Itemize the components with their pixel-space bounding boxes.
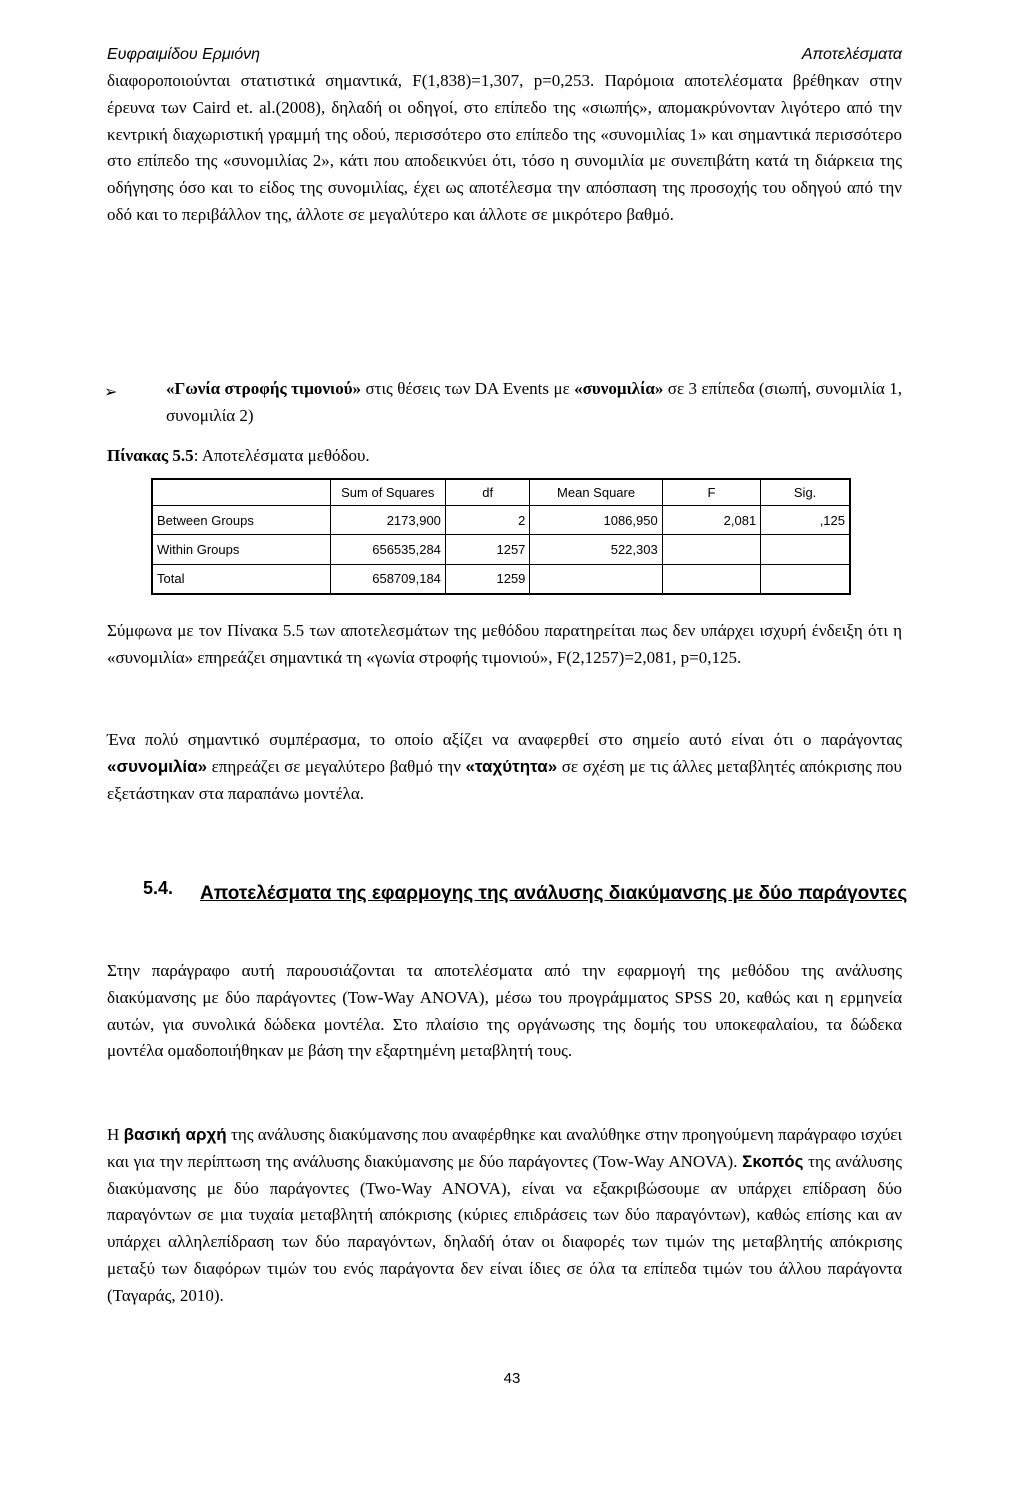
- paragraph-5-bold: βασική αρχή: [123, 1125, 227, 1144]
- anova-table: [151, 478, 851, 595]
- section-number: 5.4.: [143, 878, 174, 898]
- table-header-row: [152, 479, 850, 506]
- table-row: [152, 564, 850, 594]
- paragraph-3-text: επηρεάζει σε μεγαλύτερο βαθμό την: [207, 756, 466, 776]
- table-cell: 1259: [445, 564, 529, 594]
- table-cell: 1086,950: [530, 506, 662, 535]
- table-cell: 522,303: [530, 535, 662, 564]
- running-header-author: Ευφραιμίδου Ερμιόνη: [107, 46, 261, 63]
- table-cell: Total: [152, 564, 330, 594]
- table-cell: 2: [445, 506, 529, 535]
- table-cell: ,125: [761, 506, 850, 535]
- paragraph-5-text: της ανάλυσης διακύμανσης που αναφέρθηκε και αναλύθηκε στην προηγούμενη παράγραφο ισχύει και για την περίπτωση της ανάλυσης διακύμανσης με δύο παράγοντες (Tow-Way ANOVA).: [107, 1125, 903, 1171]
- table-caption: [107, 443, 370, 469]
- table-caption-text: : Αποτελέσματα μεθόδου.: [193, 446, 370, 465]
- paragraph-2: Σύμφωνα με τον Πίνακα 5.5 των αποτελεσμάτων της μεθόδου παρατηρείται πως δεν υπάρχει ισχυρή ένδειξη ότι η «συνομιλία» επηρεάζει σημαντικά τη «γωνία στροφής τιμονιού», F(2,1257)=2,081, p=0,125.: [107, 621, 902, 667]
- paragraph-5-text: της ανάλυσης διακύμανσης με δύο παράγοντες (Two-Way ANOVA), είναι να εξακριβώσουμε αν υπάρχει επίδραση δύο παραγόντων σε μια τυχαία μεταβλητή απόκρισης (κύριες επιδράσεις των δύο παραγόντων), καθώς επίσης και αν υπάρχει αλληλεπίδραση των δύο παραγόντων, δηλαδή όταν οι διαφορές των τιμών της μεταβλητής απόκρισης μεταξύ των διαφόρων τιμών του ενός παράγοντα δεν είναι ίδιες σε όλα τα επίπεδα τιμών του άλλου παράγοντα (Ταγαράς, 2010).: [107, 1151, 902, 1305]
- table-cell: [761, 535, 850, 564]
- bullet-bold-factor: «συνομιλία»: [574, 379, 664, 398]
- table-header-cell: [152, 479, 330, 506]
- paragraph-5: [107, 1122, 902, 1310]
- table-header-cell: Sig.: [761, 479, 850, 506]
- table-caption-label: Πίνακας 5.5: [107, 446, 194, 465]
- table-header-cell: Sum of Squares: [330, 479, 445, 506]
- table-cell: Between Groups: [152, 506, 330, 535]
- table-header-cell: df: [445, 479, 529, 506]
- bullet-arrow-icon: ➢: [104, 382, 118, 401]
- table-cell: [662, 535, 760, 564]
- paragraph-3-bold: «συνομιλία»: [107, 756, 208, 776]
- paragraph-3-text: Ένα πολύ σημαντικό συμπέρασμα, το οποίο αξίζει να αναφερθεί στο σημείο αυτό είναι ότι ο παράγοντας: [107, 730, 902, 749]
- table-cell: 656535,284: [330, 535, 445, 564]
- table-cell: [662, 564, 760, 594]
- table-row: [152, 535, 850, 564]
- table-cell: [761, 564, 850, 594]
- paragraph-3-text: σε σχέση με τις άλλες μεταβλητές απόκρισης που εξετάστηκαν στα παραπάνω μοντέλα.: [107, 756, 902, 803]
- paragraph-1: διαφοροποιούνται στατιστικά σημαντικά, F(1,838)=1,307, p=0,253. Παρόμοια αποτελέσματα βρέθηκαν στην έρευνα των Caird et. al.(2008), δηλαδή οι οδηγοί, στο επίπεδο της «σιωπής», απομακρύνονταν λιγότερο από την κεντρική διαχωριστική γραμμή της οδού, περισσότερο στο επίπεδο της «συνομιλίας 1» και σημαντικά περισσότερο στο επίπεδο της «συνομιλίας 2», κάτι που αποδεικνύει ότι, τόσο η συνομιλία με συνεπιβάτη κατά τη διάρκεια της οδήγησης όσο και το είδος της συνομιλίας, έχει ως αποτέλεσμα την απόσπαση της προσοχής του οδηγού από την οδό και το περιβάλλον της, άλλοτε σε μεγαλύτερο και άλλοτε σε μικρότερο βαθμό.: [107, 71, 902, 224]
- table-row: [152, 506, 850, 535]
- paragraph-3: [107, 727, 902, 807]
- paragraph-5-text: Η: [107, 1125, 124, 1144]
- page-number: 43: [503, 1370, 521, 1387]
- bullet-text-part: στις θέσεις των DA Events με: [361, 379, 575, 398]
- table-cell: 658709,184: [330, 564, 445, 594]
- table-cell: Within Groups: [152, 535, 330, 564]
- table-cell: 1257: [445, 535, 529, 564]
- table-header-cell: F: [662, 479, 760, 506]
- table-cell: 2173,900: [330, 506, 445, 535]
- bullet-bold-variable: «Γωνία στροφής τιμονιού»: [166, 379, 362, 398]
- section-title: Αποτελέσματα της εφαρμογης της ανάλυσης διακύμανσης με δύο παράγοντες: [200, 883, 908, 904]
- table-cell: [530, 564, 662, 594]
- running-header-section: Αποτελέσματα: [801, 46, 902, 63]
- paragraph-4: Στην παράγραφο αυτή παρουσιάζονται τα αποτελέσματα από την εφαρμογή της μεθόδου της ανάλυσης διακύμανσης με δύο παράγοντες (Tow-Way ANOVA), μέσω του προγράμματος SPSS 20, καθώς και η ερμηνεία αυτών, για συνολικά δώδεκα μοντέλα. Στο πλαίσιο της οργάνωσης της δομής του υποκεφαλαίου, τα δώδεκα μοντέλα ομαδοποιήθηκαν με βάση την εξαρτημένη μεταβλητή τους.: [107, 961, 902, 1061]
- paragraph-5-bold: Σκοπός: [742, 1151, 804, 1171]
- paragraph-3-bold: «ταχύτητα»: [465, 756, 558, 776]
- table-cell: 2,081: [662, 506, 760, 535]
- table-header-cell: Mean Square: [530, 479, 662, 506]
- bullet-item: [166, 376, 902, 430]
- bullet-text-part: σε 3 επίπεδα (σιωπή, συνομιλία 1, συνομιλία 2): [166, 379, 902, 425]
